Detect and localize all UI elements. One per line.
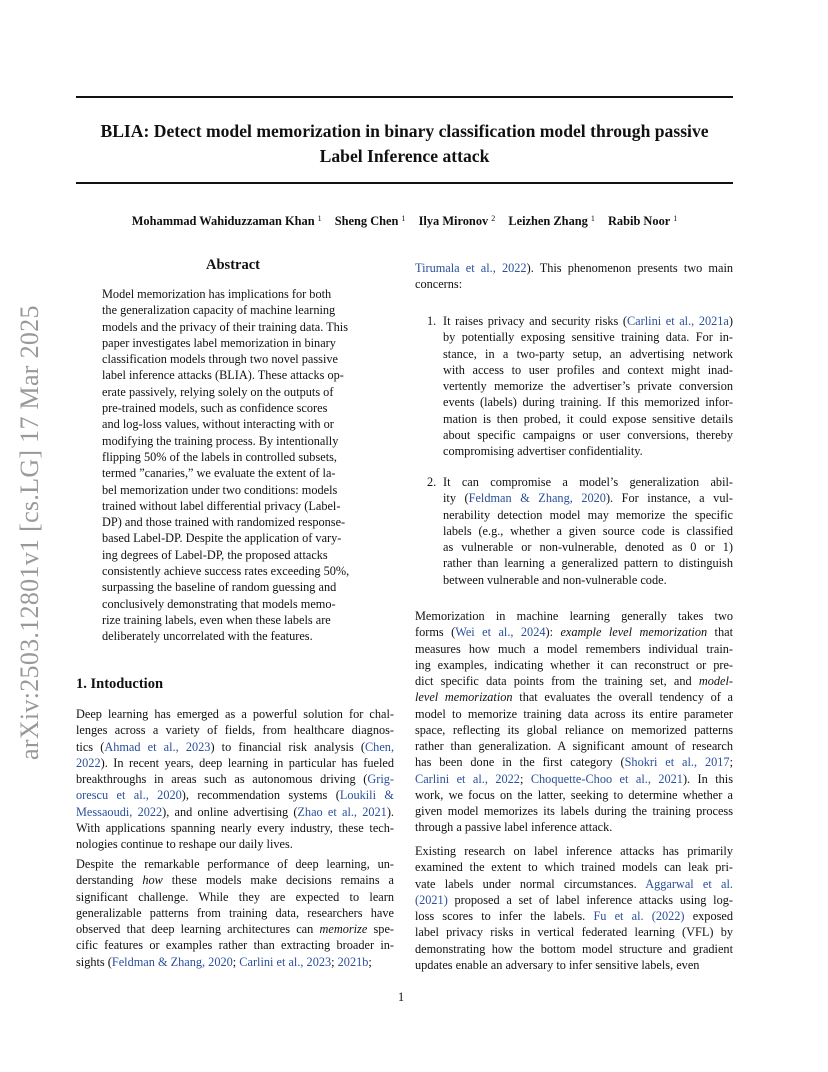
text-line [415,957,733,973]
text-segment: ). For instance, a vul- [605,491,733,506]
abstract-line: deliberately uncorrelated with the features. [102,629,313,644]
text-segment: as vulnerable or non-vulnerable, denoted as 0 or 1) [443,540,733,555]
abstract-line: bel memorization under two conditions: models [102,482,338,497]
text-segment: With applications spanning nearly every industry, these tech- [76,820,394,835]
text-segment: measures how much a model remembers individual train- [415,641,733,656]
text-segment: demonstrating how the bottom model structure and gradient [415,941,733,956]
title-line-1: BLIA: Detect model memorization in binary classification model through passive [100,121,709,141]
abstract-line: models and the privacy of their training data. This [102,319,348,334]
citation-link[interactable]: Carlini et al., 2022 [415,771,520,786]
citation-link[interactable]: orescu et al., 2020 [76,788,182,803]
text-line [443,394,733,410]
text-segment: ; [519,771,531,786]
text-line [415,859,733,875]
citation-link[interactable]: Carlini et al., 2021a [626,314,729,328]
abstract-body [102,286,364,645]
text-line [415,722,733,738]
text-line [415,819,733,835]
text-segment: work, we focus on the latter, seeking to determine whether a [415,787,733,802]
text-line [415,843,733,859]
text-segment: ). [386,804,394,819]
text-line [76,804,394,820]
arxiv-identifier[interactable]: arXiv:2503.12801v1 [cs.LG] 17 Mar 2025 [15,305,44,760]
author-list [76,211,733,229]
intro-paragraph-2 [76,856,394,970]
text-segment: ; [331,954,338,969]
text-segment: model to memorize training data across its entire parameter [415,706,733,721]
text-line [415,803,733,819]
citation-link[interactable]: 2021b [337,954,369,969]
text-line [415,673,733,689]
text-line [415,924,733,940]
text-line [76,739,394,755]
text-segment: nerability detection model may memorize the specific [443,507,733,522]
text-segment: rather than generalization. A significant amount of research [415,739,733,753]
text-segment: ) [728,314,733,328]
text-segment: ity ( [443,491,469,506]
top-rule [76,96,733,98]
abstract-line: label inference attacks (BLIA). These attacks op- [102,368,344,383]
text-line [415,706,733,722]
text-segment: generalizable patterns from training data, researchers have [76,905,394,920]
text-line [415,641,733,657]
text-segment: sights ( [76,954,112,969]
text-line [415,260,733,276]
concern-list-item-1 [427,313,733,460]
italic-text: how [142,873,163,888]
abstract-line: ing degrees of Label-DP, the proposed attacks [102,547,328,562]
text-segment: spe- [367,922,395,936]
citation-link[interactable]: (2021) [415,892,448,907]
text-line [76,771,394,787]
text-line [415,754,733,770]
text-segment: breakthroughs in areas such as autonomous driving ( [76,772,368,786]
italic-text: level memorization [415,690,513,705]
abstract-line: rize training labels, even when these labels are [102,612,331,627]
text-line [415,908,733,924]
abstract-line: flipping 50% of the labels in controlled subsets, [102,449,337,464]
author-1: Mohammad Wahiduzzaman Khan $^1$ [131,214,322,228]
text-line [76,787,394,803]
text-line [76,706,394,722]
text-segment: given model memorizes its labels during the training process [415,804,733,818]
text-line [76,954,394,970]
text-line [415,771,733,787]
text-line [443,474,733,490]
author-4: Leizhen Zhang $^1$ [508,214,595,228]
memorization-paragraph [415,608,733,836]
text-segment: has been done in the first category ( [415,755,625,770]
text-line [415,624,733,640]
citation-link[interactable]: Grig- [367,772,394,786]
abstract-line: and log-loss values, without interacting with or [102,417,334,432]
text-segment: ; [232,954,240,969]
text-line [415,276,733,292]
citation-link[interactable]: Feldman & Zhang, 2020 [111,954,233,969]
existing-research-paragraph [415,843,733,973]
text-line [76,856,394,872]
text-segment: cific features or examples rather than extracting broader in- [76,938,394,953]
text-segment: that evaluates the overall tendency of a [512,690,733,705]
text-segment: significant challenge. While they are expected to learn [76,889,394,904]
text-segment: It can compromise a model’s generalization abil- [443,475,733,489]
text-segment: compromising advertiser confidentiality. [443,444,643,459]
text-segment: concerns: [415,277,463,292]
text-segment: nologies continue to reshape our daily lives. [76,837,293,851]
italic-text: example level memorization [560,625,708,640]
text-line [443,362,733,378]
text-line [443,329,733,345]
text-line [76,921,394,937]
abstract-line: classification models through two novel passive [102,352,338,367]
author-2: Sheng Chen $^1$ [334,214,406,228]
text-segment: stance, in a two-party setup, an advertising network [443,346,733,361]
text-segment: forms ( [415,625,456,640]
text-segment: through a passive label inference attack. [415,820,613,835]
text-line [76,836,394,852]
text-segment: Despite the remarkable performance of deep learning, un- [76,857,394,871]
citation-link[interactable]: Feldman & Zhang, 2020 [468,491,606,506]
paper-title [76,119,733,169]
text-segment: proposed a set of label inference attacks using log- [447,892,733,907]
text-line [443,346,733,362]
text-line [76,755,394,771]
text-line [443,313,733,329]
text-segment: label privacy risks in vertical federated learning (VFL) by [415,925,733,940]
text-segment: that [707,625,733,640]
author-3: Ilya Mironov $^2$ [418,214,496,228]
text-line [76,872,394,888]
text-segment: ; [368,954,372,969]
text-segment: Existing research on label inference attacks has primarily [415,844,733,858]
list-number: 2. [427,475,437,489]
abstract-heading: Abstract [206,257,260,273]
italic-text: memorize [319,922,368,936]
text-line [415,689,733,705]
text-segment: exposed [684,909,733,923]
citation-link[interactable]: Messaoudi, 2022 [76,804,163,819]
citation-link[interactable]: Carlini et al., 2023 [239,954,332,969]
text-segment: with access to user profiles and context might inad- [443,362,733,377]
text-segment: vate labels under normal circumstances. [415,876,646,891]
author-5: Rabib Noor $^1$ [607,214,678,228]
text-line [76,937,394,953]
citation-link[interactable]: Fu et al. (2022) [593,909,685,923]
text-segment: these models make decisions remains a [162,873,394,888]
text-line [415,787,733,803]
text-segment: events (labels) during training. If this memorized infor- [443,395,733,410]
text-segment: ing examples, indicating whether it can reconstruct or pre- [415,657,733,672]
italic-text: model- [698,674,733,688]
right-column-opening [415,260,733,293]
abstract-line: DP) and those trained with randomized response- [102,515,346,530]
text-segment: mation is then probed, it could expose sensitive details [443,411,733,426]
text-segment: ): [545,625,561,640]
text-line [76,820,394,836]
text-line [443,507,733,523]
abstract-line: based Label-DP. Despite the application of vary- [102,531,342,546]
text-segment: ). In recent years, deep learning in particular has fueled [100,755,394,770]
text-segment: ) to financial risk analysis ( [210,739,365,754]
text-segment: ). In this [682,771,733,786]
text-line [415,738,733,754]
citation-link[interactable]: Tirumala et al., 2022 [415,261,527,275]
text-segment: loss scores to infer the labels. [415,909,594,923]
text-line [443,555,733,571]
text-line [443,443,733,459]
abstract-line: termed ”canaries,” we evaluate the extent of la- [102,466,336,481]
text-line [76,905,394,921]
abstract-line: paper investigates label memorization in binary [102,335,336,350]
title-line-2: Label Inference attack [319,146,490,166]
citation-link[interactable]: Ahmad et al., 2023 [104,739,211,754]
text-line [443,572,733,588]
text-segment: by potentially exposing sensitive training data. For in- [443,330,733,345]
text-line [415,657,733,673]
abstract-line: trained without label differential privacy (Label- [102,498,341,513]
text-segment: Deep learning has emerged as a powerful solution for chal- [76,707,394,721]
citation-link[interactable]: Aggarwal et al. [645,876,733,891]
text-line [415,892,733,908]
text-segment: space, reflecting its global reliance on memorized patterns [415,722,733,737]
text-segment: examined the extent to which trained models can leak pri- [415,860,733,875]
text-segment: tics ( [76,739,105,754]
text-segment: It raises privacy and security risks ( [443,314,627,328]
citation-link[interactable]: Zhao et al., 2021 [297,804,387,819]
text-line [443,427,733,443]
abstract-line: modifying the training process. By intentionally [102,433,339,448]
text-segment: observed that deep learning architectures can [76,922,320,936]
text-line [415,876,733,892]
abstract-line: Model memorization has implications for both [102,287,332,301]
text-segment: Memorization in machine learning generally takes two [415,609,733,623]
citation-link[interactable]: Wei et al., 2024 [455,625,546,640]
text-segment: lenges across a variety of fields, from healthcare diagnos- [76,723,394,738]
title-bottom-rule [76,182,733,184]
text-segment: dict specific data points from the training set, and [415,674,699,688]
intro-heading: 1. Intoduction [76,676,164,692]
text-segment: labels (e.g., whether a given source code is classified [443,523,733,538]
text-line [443,378,733,394]
text-line [76,889,394,905]
text-segment: rather than learning a generalized pattern to distinguish [443,556,733,571]
text-line [415,941,733,957]
abstract-line: pre-trained models, such as confidence scores [102,401,328,416]
text-segment: derstanding [76,873,143,888]
text-segment: about specific campaigns or user conversions, thereby [443,428,733,443]
citation-link[interactable]: Choquette-Choo et al., 2021 [530,771,683,786]
text-line [443,490,733,506]
intro-paragraph-1 [76,706,394,852]
citation-link[interactable]: 2022 [76,755,101,770]
text-line [76,722,394,738]
text-line [443,539,733,555]
citation-link[interactable]: Chen, [364,739,395,754]
text-segment: ), and online advertising ( [162,804,298,819]
citation-link[interactable]: Loukili & [339,788,394,803]
list-number: 1. [427,314,437,328]
text-segment: ), recommendation systems ( [181,788,340,803]
text-segment: ; [729,755,733,770]
text-segment: between vulnerable and non-vulnerable code. [443,572,667,587]
text-line [443,523,733,539]
abstract-line: conclusively demonstrating that models memo- [102,596,336,611]
concern-list-item-2 [427,474,733,588]
text-segment: vertently memorize the advertiser’s private conversion [443,379,733,394]
abstract-line: erate passively, relying solely on the outputs of [102,384,334,399]
text-segment: updates enable an adversary to infer sensitive labels, even [415,957,700,972]
citation-link[interactable]: Shokri et al., 2017 [624,755,730,770]
abstract-line: the generalization capacity of machine learning [102,303,336,318]
abstract-line: consistently achieve success rates exceeding 50%, [102,564,350,579]
abstract-line: surpassing the baseline of random guessing and [102,580,337,595]
text-line [443,411,733,427]
text-segment: ). This phenomenon presents two main [526,261,734,275]
page-number: 1 [398,990,405,1004]
text-line [415,608,733,624]
